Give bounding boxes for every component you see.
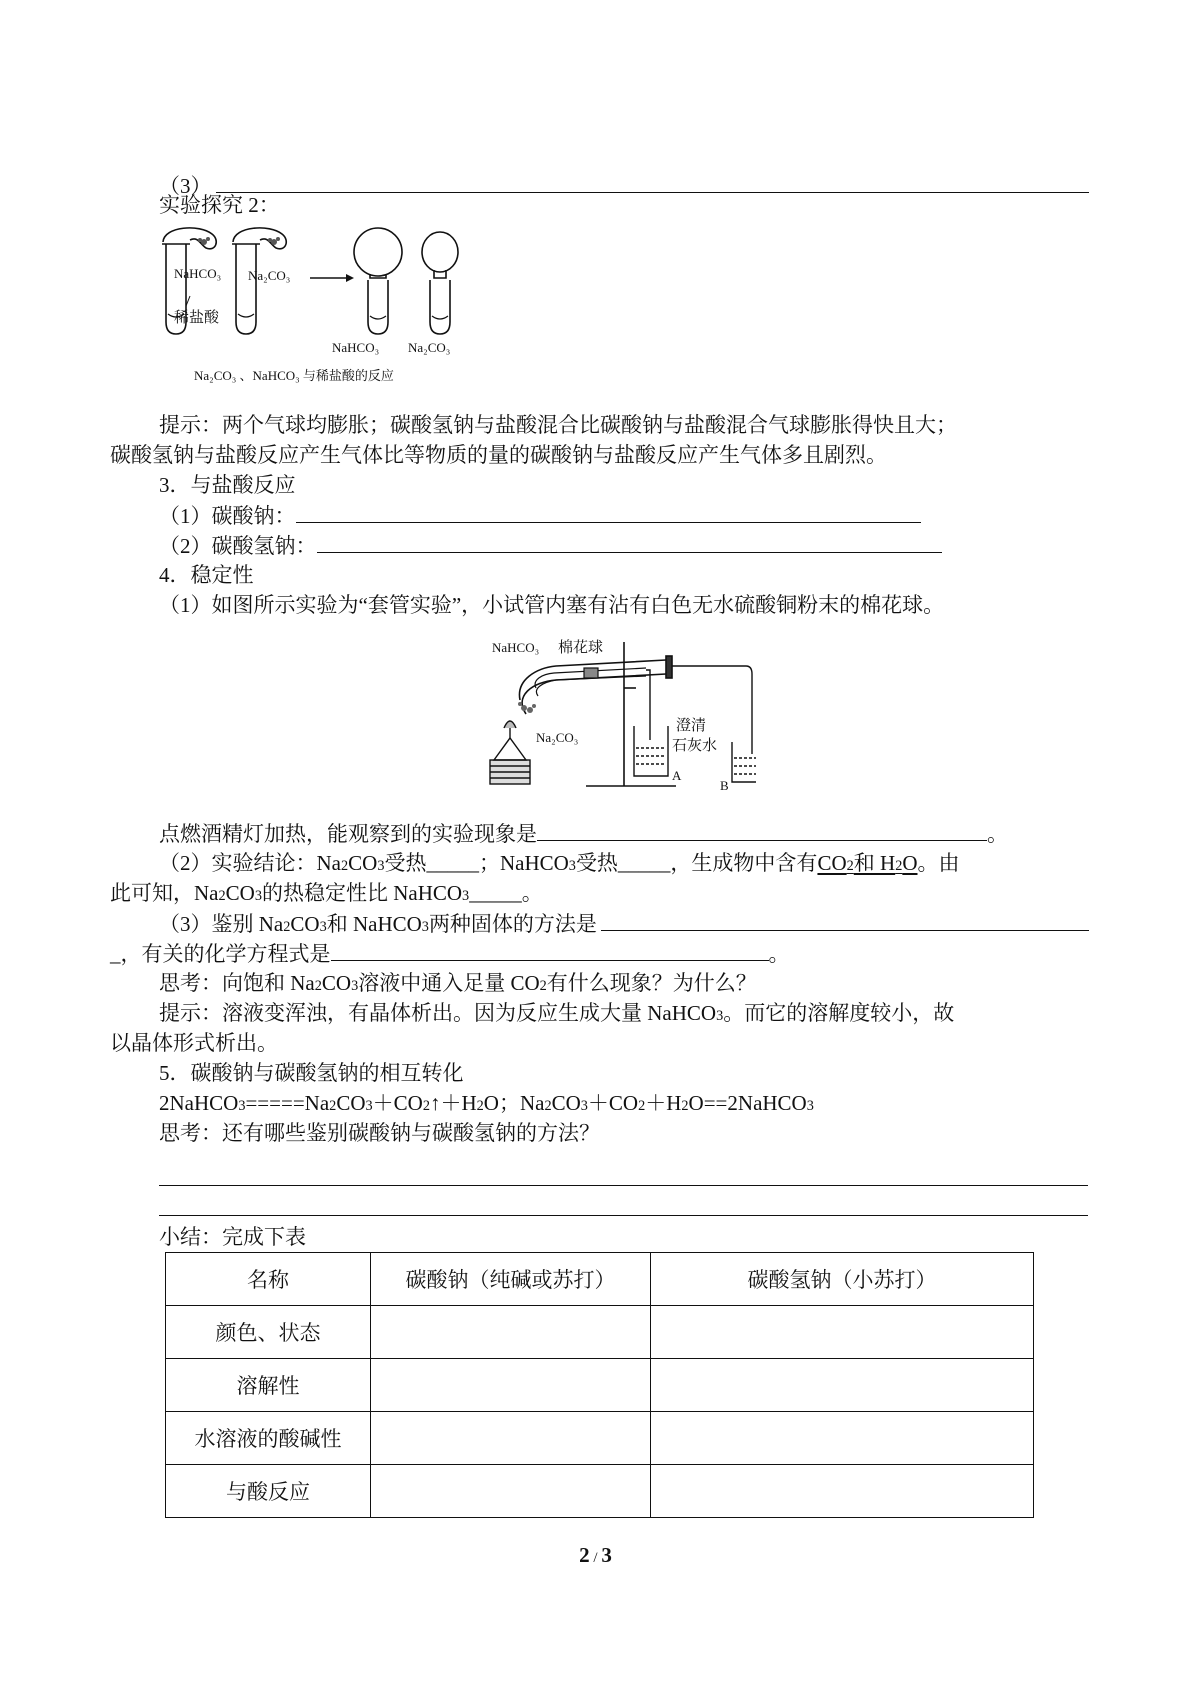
text-run: 小结：完成下表 — [159, 1225, 306, 1249]
answer-blank-line-2[interactable] — [159, 1215, 1088, 1216]
text-run: 有什么现象？为什么？ — [546, 971, 757, 995]
section-4-item-3-b — [110, 938, 1090, 968]
text-run: （1）碳酸钠： — [159, 504, 296, 529]
table-header-cell: 名称 — [166, 1253, 371, 1306]
section-5-heading — [159, 1058, 1089, 1088]
text-run: 溶液中通入足量 CO — [358, 971, 540, 995]
text-run: 思考：还有哪些鉴别碳酸钠与碳酸氢钠的方法？ — [159, 1121, 600, 1145]
page-number — [0, 1543, 1191, 1568]
section-4-item-2-b: 此可知，Na 2 CO 3 的热稳定性比 NaHCO 3 _____。 — [110, 878, 1090, 908]
text-run: 3．与盐酸反应 — [159, 473, 296, 497]
table-cell[interactable] — [651, 1465, 1034, 1518]
table-cell[interactable] — [371, 1465, 651, 1518]
table-cell[interactable] — [371, 1359, 651, 1412]
text-run: 思考：向饱和 Na — [159, 971, 315, 995]
answer-blank[interactable] — [601, 908, 1089, 931]
observation-line — [159, 818, 1089, 848]
table-cell[interactable] — [371, 1412, 651, 1465]
text-run: 和 NaHCO — [326, 912, 422, 937]
text-run: 两种固体的方法是 — [428, 912, 597, 937]
label-after2: Na₂CO₃ — [408, 340, 451, 355]
answer-blank[interactable] — [331, 938, 769, 961]
table-row — [166, 1465, 1034, 1518]
text-run: CO — [336, 1091, 366, 1115]
text-run: ＋CO — [372, 1091, 423, 1115]
table-header-row — [166, 1253, 1034, 1306]
text-run: CO — [551, 1091, 581, 1115]
text-run: ↑＋H — [429, 1091, 477, 1115]
text-run: 点燃酒精灯加热，能观察到的实验现象是 — [159, 822, 537, 847]
text-run: 提示：两个气球均膨胀；碳酸氢钠与盐酸混合比碳酸钠与盐酸混合气球膨胀得快且大； — [159, 413, 957, 437]
text-run: 2NaHCO — [159, 1091, 239, 1115]
table-cell[interactable] — [371, 1306, 651, 1359]
table-cell[interactable] — [651, 1306, 1034, 1359]
text-run: 和 H — [853, 851, 896, 875]
table-cell[interactable] — [651, 1412, 1034, 1465]
label-lime-1: 澄清 — [676, 718, 707, 734]
section-4-heading — [159, 560, 1089, 590]
text-run: 实验探究 2： — [159, 193, 280, 217]
balloon-experiment-figure — [160, 222, 500, 390]
alcohol-lamp-icon — [494, 721, 526, 760]
explore-2-heading — [159, 190, 1089, 220]
label-beaker-a: A — [672, 768, 682, 783]
text-run: 。由 — [917, 851, 960, 875]
text-run: CO — [225, 881, 255, 905]
page-current: 2 — [579, 1543, 590, 1567]
text-run: 碳酸氢钠与盐酸反应产生气体比等物质的量的碳酸钠与盐酸反应产生气体多且剧烈。 — [110, 443, 887, 467]
hint-2-line-b — [110, 1028, 1090, 1058]
text-run: 。而它的溶解度较小，故 — [723, 1001, 955, 1025]
table-row-label: 水溶液的酸碱性 — [166, 1412, 371, 1465]
conversion-equation: 2NaHCO 3 =====Na 2 CO 3 ＋CO 2 ↑＋H 2 O；Na 2 CO 3 ＋CO 2 ＋H 2 O==2NaHCO 3 — [159, 1088, 1089, 1118]
text-run: CO — [290, 912, 320, 937]
nested-tube-apparatus-figure — [486, 630, 756, 792]
na2co3-powder — [518, 702, 536, 713]
label-acid: 稀盐酸 — [174, 310, 220, 326]
section-3-item-1 — [159, 500, 1089, 530]
answer-blank[interactable] — [296, 500, 921, 523]
text-run: 以晶体形式析出。 — [110, 1031, 278, 1055]
label-cotton: 棉花球 — [558, 640, 604, 656]
text-run: _____。 — [469, 881, 543, 905]
table-row — [166, 1306, 1034, 1359]
summary-heading — [159, 1222, 1089, 1252]
text-run: O — [902, 851, 918, 875]
answer-blank[interactable] — [317, 530, 942, 553]
text-run: 5．碳酸钠与碳酸氢钠的相互转化 — [159, 1061, 464, 1085]
beaker-a — [634, 726, 668, 776]
figure-caption: Na₂CO₃ 、NaHCO₃ 与稀盐酸的反应 — [194, 368, 394, 383]
text-run: O；Na — [483, 1091, 545, 1115]
text-run: CO — [348, 851, 378, 875]
think-2-line — [159, 1118, 1089, 1148]
text-run: ＋CO — [587, 1091, 639, 1115]
summary-table — [165, 1252, 1034, 1518]
text-run: （1）如图所示实验为“套管实验”，小试管内塞有沾有白色无水硫酸铜粉末的棉花球。 — [159, 593, 945, 617]
table-row-label: 溶解性 — [166, 1359, 371, 1412]
text-run: 的热稳定性比 NaHCO — [261, 881, 463, 905]
text-run: 4．稳定性 — [159, 563, 254, 587]
text-run: =====Na — [245, 1091, 330, 1115]
section-4-item-3-a: （3）鉴别 Na 2 CO 3 和 NaHCO 3 两种固体的方法是 — [159, 908, 1089, 938]
label-lime-2: 石灰水 — [672, 738, 718, 754]
text-run: O==2NaHCO — [688, 1091, 807, 1115]
text-run: ＋H — [645, 1091, 682, 1115]
section-3-heading — [159, 470, 1089, 500]
page-separator: / — [589, 1550, 602, 1566]
text-run: （3）鉴别 Na — [159, 912, 284, 937]
table-row-label: 颜色、状态 — [166, 1306, 371, 1359]
text-run: _，有关的化学方程式是 — [110, 942, 331, 967]
label-outer: Na₂CO₃ — [536, 730, 579, 745]
page-total: 3 — [601, 1543, 612, 1567]
table-row-label: 与酸反应 — [166, 1465, 371, 1518]
text-run: 。 — [768, 942, 790, 967]
hint-1-line-a — [159, 410, 1089, 440]
text-run: （3） — [159, 174, 212, 199]
text-run: 提示：溶液变浑浊，有晶体析出。因为反应生成大量 NaHCO — [159, 1001, 717, 1025]
hint-2-line-a: 提示：溶液变浑浊，有晶体析出。因为反应生成大量 NaHCO 3 。而它的溶解度较小，故 — [159, 998, 1089, 1028]
answer-blank[interactable] — [537, 818, 987, 841]
lamp-block — [490, 760, 530, 784]
text-run: 受热_____，生成物中含有 — [575, 851, 818, 875]
arrow-icon — [310, 274, 354, 282]
text-run: CO — [321, 971, 352, 995]
section-3-item-2 — [159, 530, 1089, 560]
text-run: 此可知，Na — [110, 881, 219, 905]
text-run: CO — [817, 851, 847, 875]
hint-1-line-b — [110, 440, 1090, 470]
label-beaker-b: B — [720, 778, 729, 792]
label-inner: NaHCO₃ — [492, 640, 540, 655]
tube-na2co3-after — [422, 232, 458, 334]
section-4-item-2-a: （2）实验结论：Na 2 CO 3 受热_____；NaHCO 3 受热_____，生成物中含有 CO 2 和 H 2 O 。由 — [159, 848, 1089, 878]
text-run: 受热_____；NaHCO — [384, 851, 569, 875]
inner-tube — [535, 668, 646, 696]
text-run: 。 — [987, 822, 1008, 847]
label-tube2: Na₂CO₃ — [248, 268, 291, 283]
table-row — [166, 1412, 1034, 1465]
table-row — [166, 1359, 1034, 1412]
text-run: （2）碳酸氢钠： — [159, 534, 317, 559]
section-4-item-1 — [159, 590, 1089, 620]
tube-nahco3-after — [354, 228, 402, 334]
answer-blank-line-1[interactable] — [159, 1185, 1088, 1186]
table-cell[interactable] — [651, 1359, 1034, 1412]
table-header-cell: 碳酸氢钠（小苏打） — [651, 1253, 1034, 1306]
think-1-line: 思考：向饱和 Na 2 CO 3 溶液中通入足量 CO 2 有什么现象？为什么？ — [159, 968, 1089, 998]
label-tube1: NaHCO₃ — [174, 266, 222, 281]
table-header-cell: 碳酸钠（纯碱或苏打） — [371, 1253, 651, 1306]
label-after1: NaHCO₃ — [332, 340, 380, 355]
text-run: （2）实验结论：Na — [159, 851, 341, 875]
